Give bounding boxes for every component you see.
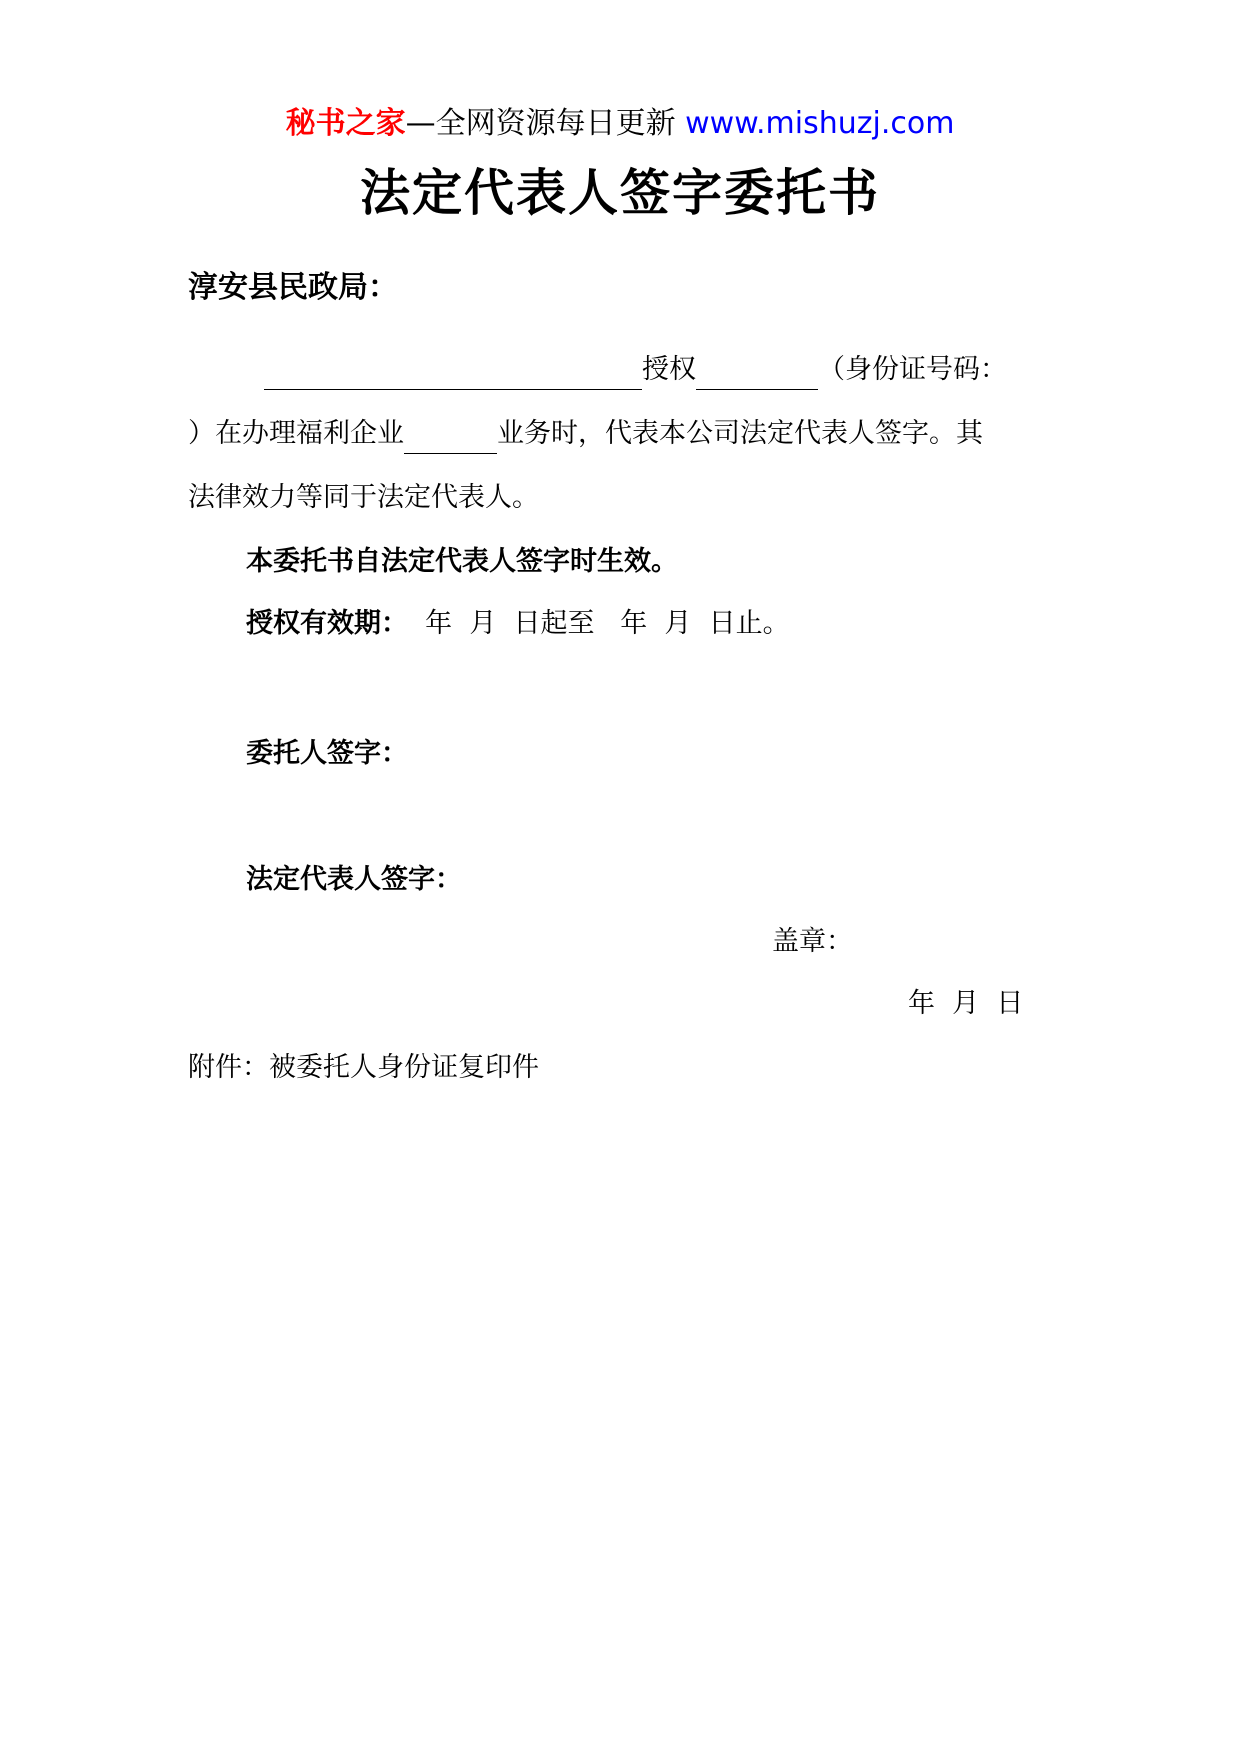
- body-line-2: [188, 414, 983, 454]
- header-tagline: —全网资源每日更新: [405, 106, 686, 141]
- legal-rep-signature-label: 法定代表人签字：: [246, 864, 462, 895]
- body-line-2-end: 业务时，代表本公司法定代表人签字。其: [497, 418, 983, 449]
- body-line-1: [264, 350, 1007, 390]
- body-line-3: 法律效力等同于法定代表人。: [188, 482, 539, 513]
- brand-name: 秘书之家: [285, 106, 406, 141]
- authorize-word: 授权: [642, 354, 696, 385]
- agent-name-blank[interactable]: [696, 355, 818, 390]
- site-header: [0, 100, 1240, 148]
- signing-date: 年 月 日: [908, 988, 1024, 1019]
- seal-label: 盖章：: [772, 926, 853, 957]
- recipient-heading: 淳安县民政局：: [188, 270, 398, 305]
- id-number-label: （身份证号码：: [818, 354, 1007, 385]
- validity-dates: 年 月 日起至 年 月 日止。: [408, 608, 790, 639]
- authorized-person-blank[interactable]: [264, 355, 642, 390]
- principal-signature-label: 委托人签字：: [246, 738, 408, 769]
- validity-label: 授权有效期：: [246, 608, 408, 639]
- business-type-blank[interactable]: [404, 419, 497, 454]
- attachment-note: 附件：被委托人身份证复印件: [188, 1052, 539, 1083]
- effective-statement: 本委托书自法定代表人签字时生效。: [246, 546, 678, 577]
- site-url-link[interactable]: www.mishuzj.com: [685, 106, 955, 141]
- document-title: 法定代表人签字委托书: [360, 164, 880, 222]
- validity-period: [246, 604, 790, 644]
- body-line-2-start: ）在办理福利企业: [188, 418, 404, 449]
